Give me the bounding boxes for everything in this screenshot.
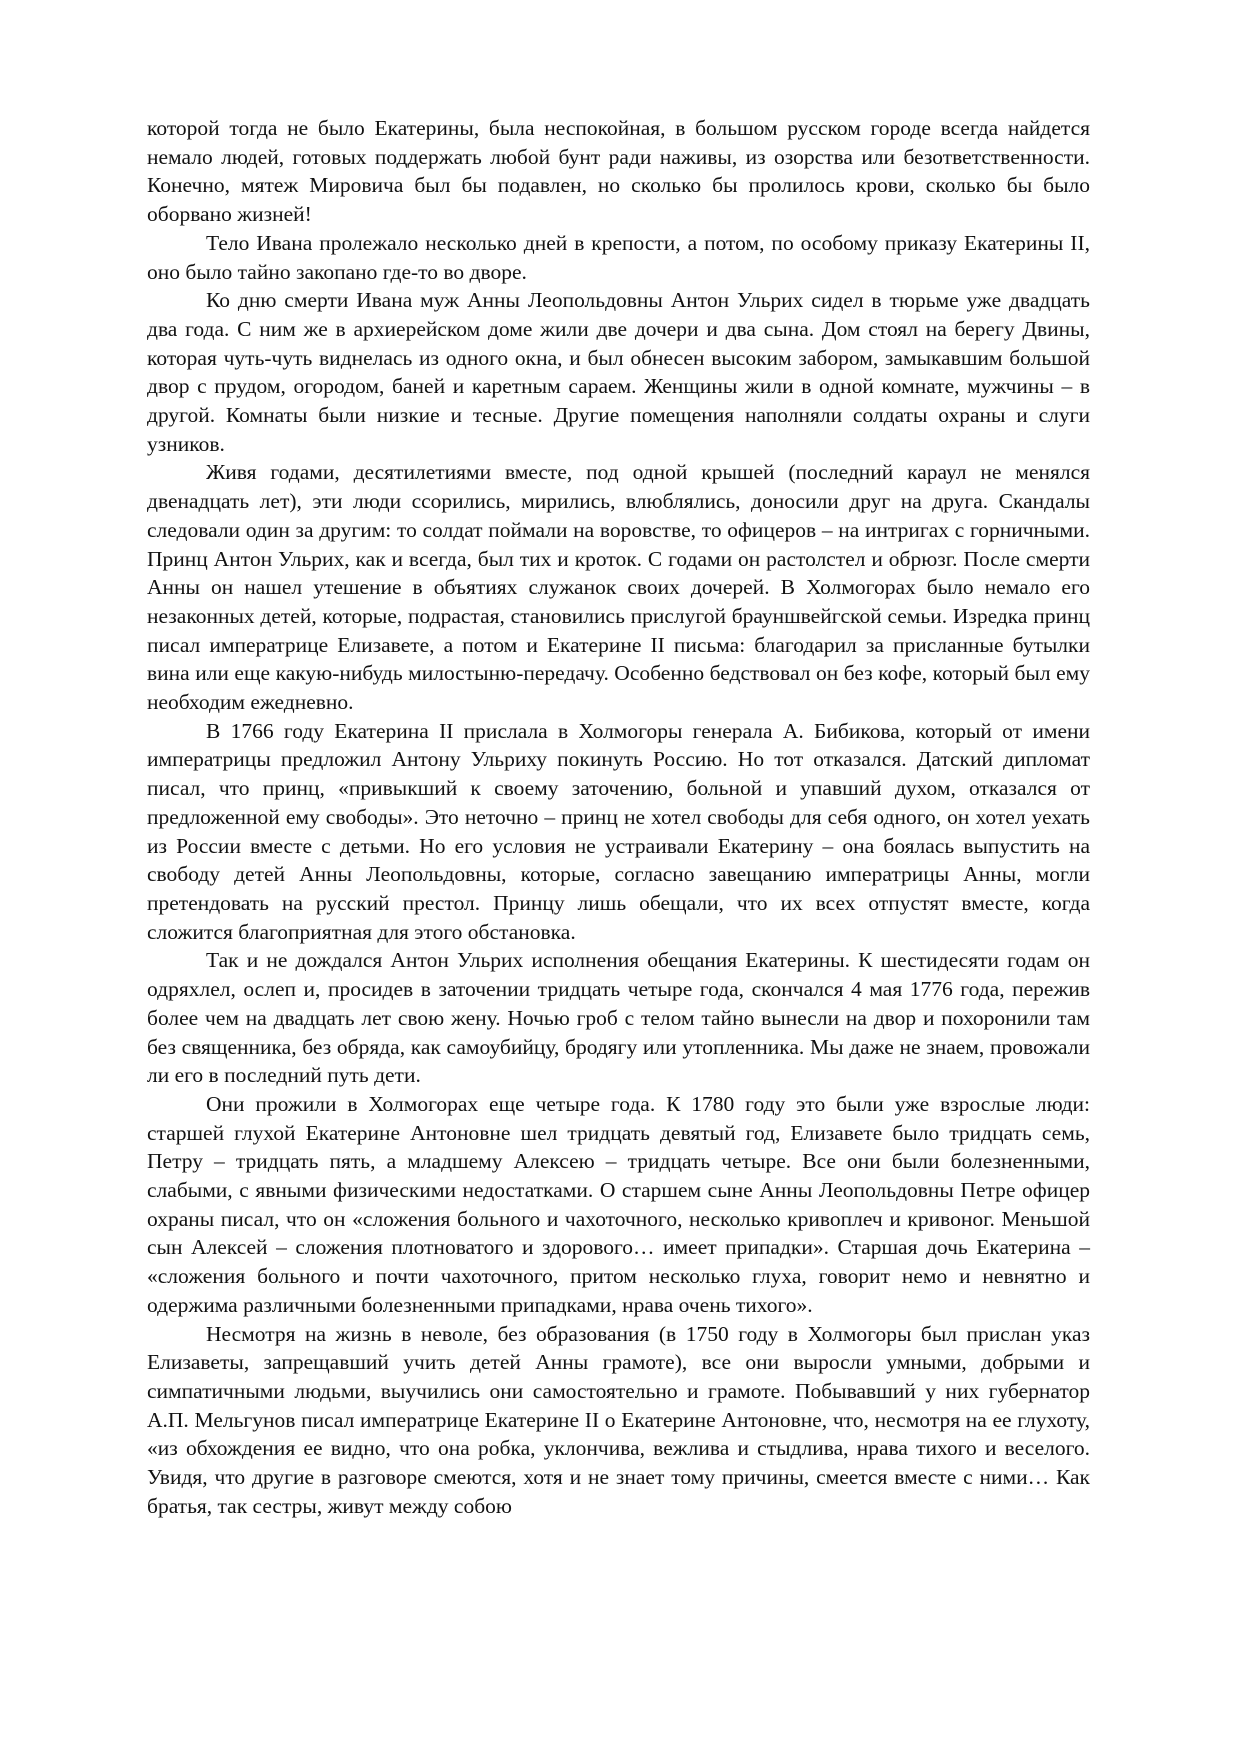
paragraph: Тело Ивана пролежало несколько дней в крепости, а потом, по особому приказу Екатерины II, оно было тайно закопано где-то во дворе.	[147, 230, 1090, 284]
document-page	[147, 114, 1090, 1520]
paragraph: Несмотря на жизнь в неволе, без образования (в 1750 году в Холмогоры был прислан указ Елизаветы, запрещавший учить детей Анны грамоте), все они выросли умными, добрыми и симпатичными людьми, выучились они самостоятельно и грамоте. Побывавший у них губернатор А.П. Мельгунов писал императрице Екатерине II о Екатерине Антоновне, что, несмотря на ее глухоту, «из обхождения ее видно, что она робка, уклончива, вежлива и стыдлива, нрава тихого и веселого. Увидя, что другие в разговоре смеются, хотя и не знает тому причины, смеется вместе с ними… Как братья, так сестры, живут между собою	[147, 1321, 1090, 1518]
paragraph: Живя годами, десятилетиями вместе, под одной крышей (последний караул не менялся двенадцать лет), эти люди ссорились, мирились, влюблялись, доносили друг на друга. Скандалы следовали один за другим: то солдат поймали на воровстве, то офицеров – на интригах с горничными. Принц Антон Ульрих, как и всегда, был тих и кроток. С годами он растолстел и обрюзг. После смерти Анны он нашел утешение в объятиях служанок своих дочерей. В Холмогорах было немало его незаконных детей, которые, подрастая, становились прислугой брауншвейгской семьи. Изредка принц писал императрице Елизавете, а потом и Екатерине II письма: благодарил за присланные бутылки вина или еще какую-нибудь милостыню-передачу. Особенно бедствовал он без кофе, который был ему необходим ежедневно.	[147, 460, 1090, 715]
paragraph: В 1766 году Екатерина II прислала в Холмогоры генерала А. Бибикова, который от имени императрицы предложил Антону Ульриху покинуть Россию. Но тот отказался. Датский дипломат писал, что принц, «привыкший к своему заточению, больной и упавший духом, отказался от предложенной ему свободы». Это неточно – принц не хотел свободы для себя одного, он хотел уехать из России вместе с детьми. Но его условия не устраивали Екатерину – она боялась выпустить на свободу детей Анны Леопольдовны, которые, согласно завещанию императрицы Анны, могли претендовать на русский престол. Принцу лишь обещали, что их всех отпустят вместе, когда сложится благоприятная для этого обстановка.	[147, 718, 1090, 944]
paragraph: которой тогда не было Екатерины, была неспокойная, в большом русском городе всегда найдется немало людей, готовых поддержать любой бунт ради наживы, из озорства или безответственности. Конечно, мятеж Мировича был бы подавлен, но сколько бы пролилось крови, сколько бы было оборвано жизней!	[147, 116, 1090, 227]
paragraph: Так и не дождался Антон Ульрих исполнения обещания Екатерины. К шестидесяти годам он одряхлел, ослеп и, просидев в заточении тридцать четыре года, скончался 4 мая 1776 года, пережив более чем на двадцать лет свою жену. Ночью гроб с телом тайно вынесли на двор и похоронили там без священника, без обряда, как самоубийцу, бродягу или утопленника. Мы даже не знаем, провожали ли его в последний путь дети.	[147, 948, 1090, 1088]
paragraph: Они прожили в Холмогорах еще четыре года. К 1780 году это были уже взрослые люди: старшей глухой Екатерине Антоновне шел тридцать девятый год, Елизавете было тридцать семь, Петру – тридцать пять, а младшему Алексею – тридцать четыре. Все они были болезненными, слабыми, с явными физическими недостатками. О старшем сыне Анны Леопольдовны Петре офицер охраны писал, что он «сложения больного и чахоточного, несколько кривоплеч и кривоног. Меньшой сын Алексей – сложения плотноватого и здорового… имеет припадки». Старшая дочь Екатерина – «сложения больного и почти чахоточного, притом несколько глуха, говорит немо и невнятно и одержима различными болезненными припадками, нрава очень тихого».	[147, 1091, 1090, 1317]
paragraph: Ко дню смерти Ивана муж Анны Леопольдовны Антон Ульрих сидел в тюрьме уже двадцать два года. С ним же в архиерейском доме жили две дочери и два сына. Дом стоял на берегу Двины, которая чуть-чуть виднелась из одного окна, и был обнесен высоким забором, замыкавшим большой двор с прудом, огородом, баней и каретным сараем. Женщины жили в одной комнате, мужчины – в другой. Комнаты были низкие и тесные. Другие помещения наполняли солдаты охраны и слуги узников.	[147, 288, 1090, 456]
